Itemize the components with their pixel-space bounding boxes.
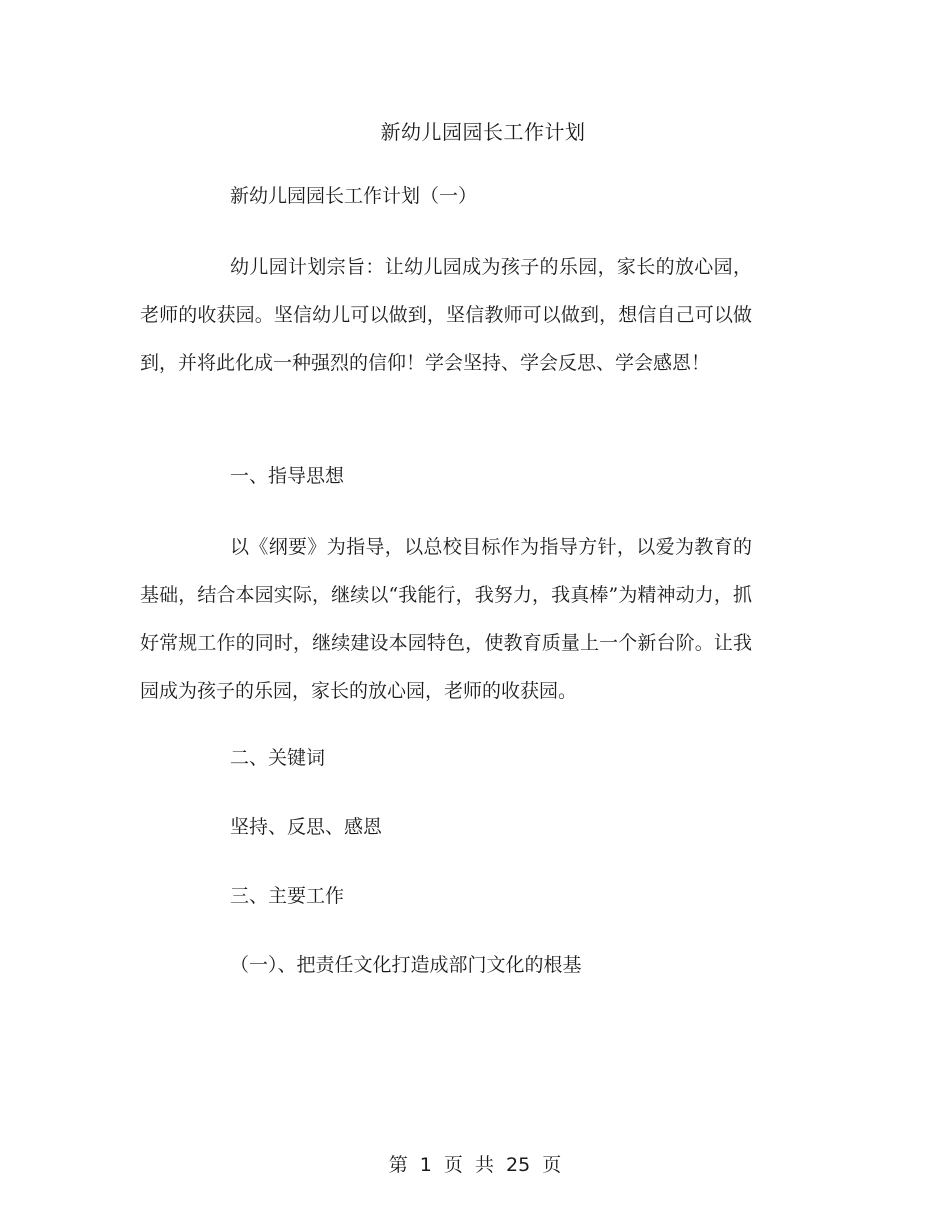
purpose-paragraph: 幼儿园计划宗旨：让幼儿园成为孩子的乐园，家长的放心园，老师的收获园。坚信幼儿可以做到，坚信教师可以做到，想信自己可以做到，并将此化成一种强烈的信仰！学会坚持、学会反思、学会感恩！ [140, 256, 752, 374]
section-heading-main-work: 三、主要工作 [230, 885, 345, 907]
section-heading-keywords: 二、关键词 [230, 747, 326, 769]
page-number-footer: 第 1 页 共 25 页 [388, 1154, 562, 1176]
document-subtitle: 新幼儿园园长工作计划（一） [230, 185, 478, 207]
keywords-text: 坚持、反思、感恩 [230, 816, 383, 838]
main-work-item-1: （一）、把责任文化打造成部门文化的根基 [230, 954, 582, 976]
document-title: 新幼儿园园长工作计划 [380, 120, 586, 144]
guiding-thought-paragraph: 以《纲要》为指导，以总校目标作为指导方针，以爱为教育的基础，结合本园实际，继续以“我能行，我努力，我真棒”为精神动力，抓好常规工作的同时，继续建设本园特色，使教育质量上一个新台阶。让我园成为孩子的乐园，家长的放心园，老师的收获园。 [140, 536, 752, 702]
section-heading-guiding-thought: 一、指导思想 [230, 465, 345, 487]
